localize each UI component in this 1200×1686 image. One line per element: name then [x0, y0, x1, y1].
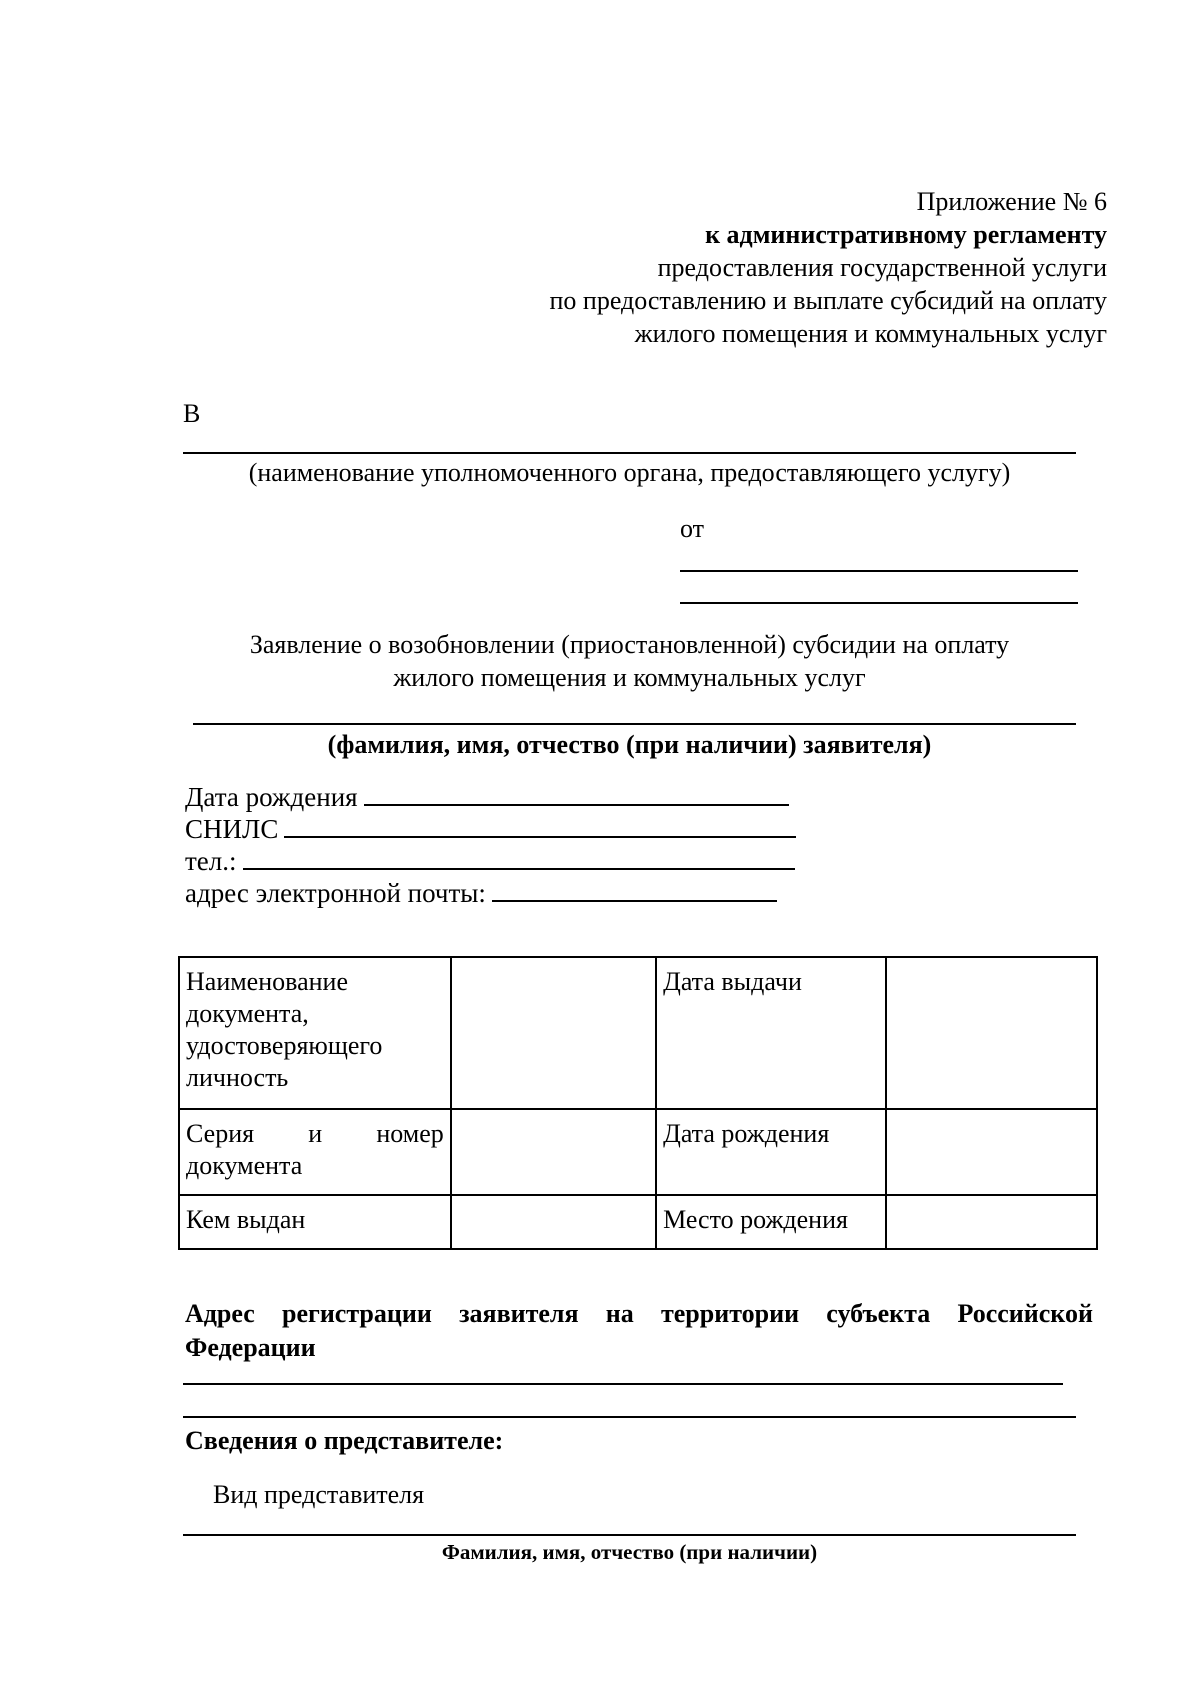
appendix-header: [387, 185, 1107, 350]
registration-heading-line-1: [185, 1297, 1093, 1331]
title-line-1: Заявление о возобновлении (приостановленной) субсидии на оплату: [249, 630, 1010, 659]
phone-input[interactable]: [243, 842, 795, 870]
snils-label: СНИЛС: [185, 814, 279, 844]
series-number-words: [186, 1118, 444, 1150]
heading-word: Российской: [957, 1299, 1093, 1328]
email-field: [185, 874, 777, 909]
registration-heading: [185, 1297, 1093, 1365]
doc-name-label-text: Наименование документа, удостоверяющего личность: [186, 967, 383, 1092]
representative-name-line[interactable]: [183, 1534, 1076, 1536]
header-line-3: предоставления государственной услуги: [657, 253, 1107, 282]
table-row: [179, 1195, 1097, 1249]
heading-word: территории: [661, 1299, 800, 1328]
issued-by-value[interactable]: [451, 1195, 656, 1249]
header-line-4: по предоставлению и выплате субсидий на оплату: [549, 286, 1107, 315]
series-number-value[interactable]: [451, 1109, 656, 1195]
registration-heading-line-2: Федерации: [185, 1333, 316, 1362]
birth-place-value[interactable]: [886, 1195, 1097, 1249]
heading-word: регистрации: [282, 1299, 432, 1328]
phone-label: тел.:: [185, 846, 237, 876]
identity-document-table: [178, 956, 1098, 1250]
birth-date-cell-label: Дата рождения: [656, 1109, 886, 1195]
snils-input[interactable]: [284, 810, 796, 838]
from-label: от: [680, 514, 705, 543]
doc-name-label: [179, 957, 451, 1109]
birth-place-label: Место рождения: [656, 1195, 886, 1249]
series-number-label: [179, 1109, 451, 1195]
series-word: Серия: [186, 1119, 255, 1148]
header-line-1: Приложение № 6: [916, 187, 1107, 216]
issued-by-label: Кем выдан: [179, 1195, 451, 1249]
birth-date-field: [185, 778, 789, 813]
email-label: адрес электронной почты:: [185, 878, 486, 908]
representative-heading: Сведения о представителе:: [185, 1426, 504, 1455]
number-word: номер: [376, 1119, 444, 1148]
and-word: и: [308, 1119, 323, 1148]
applicant-name-caption: (фамилия, имя, отчество (при наличии) заявителя): [327, 730, 932, 759]
issue-date-label: Дата выдачи: [656, 957, 886, 1109]
heading-word: Адрес: [185, 1299, 255, 1328]
phone-field: [185, 842, 795, 877]
representative-type-label: Вид представителя: [213, 1480, 425, 1509]
document-title: [183, 628, 1076, 694]
table-row: [179, 957, 1097, 1109]
authority-caption: (наименование уполномоченного органа, предоставляющего услугу): [248, 458, 1011, 487]
applicant-name-line[interactable]: [193, 723, 1076, 725]
heading-word: субъекта: [826, 1299, 931, 1328]
heading-word: заявителя: [459, 1299, 579, 1328]
doc-name-value[interactable]: [451, 957, 656, 1109]
from-line-1[interactable]: [680, 570, 1078, 572]
table-row: [179, 1109, 1097, 1195]
issue-date-value[interactable]: [886, 957, 1097, 1109]
from-line-2[interactable]: [680, 602, 1078, 604]
birth-date-cell-value[interactable]: [886, 1109, 1097, 1195]
authority-line[interactable]: [183, 452, 1076, 454]
document-word: документа: [186, 1151, 303, 1180]
snils-field: [185, 810, 796, 845]
registration-address-line-1[interactable]: [183, 1383, 1063, 1385]
title-line-2: жилого помещения и коммунальных услуг: [393, 663, 866, 692]
registration-address-line-2[interactable]: [183, 1416, 1076, 1418]
to-label: В: [183, 399, 201, 428]
representative-name-caption: Фамилия, имя, отчество (при наличии): [441, 1540, 818, 1564]
birth-date-label: Дата рождения: [185, 782, 358, 812]
header-line-2: к административному регламенту: [705, 220, 1107, 249]
birth-date-input[interactable]: [364, 778, 789, 806]
heading-word: на: [605, 1299, 634, 1328]
header-line-5: жилого помещения и коммунальных услуг: [634, 319, 1107, 348]
email-input[interactable]: [492, 874, 777, 902]
